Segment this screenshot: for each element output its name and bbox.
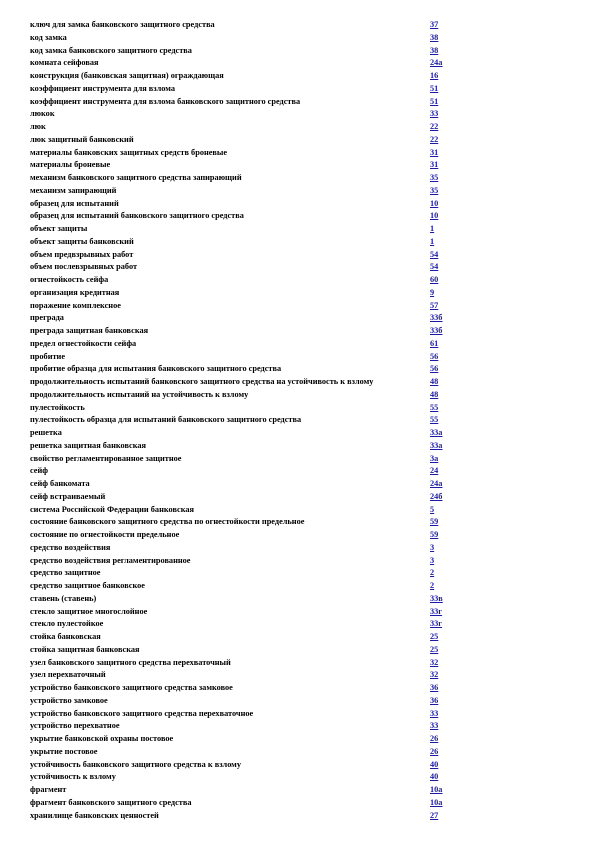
index-entry bbox=[30, 108, 500, 121]
index-entry bbox=[30, 695, 500, 708]
index-term: средство воздействия bbox=[30, 542, 111, 552]
index-entry bbox=[30, 172, 500, 185]
index-reference-link[interactable]: 38 bbox=[430, 45, 439, 55]
index-term: объем предвзрывных работ bbox=[30, 249, 134, 259]
index-reference-link[interactable]: 36 bbox=[430, 695, 439, 705]
index-entry bbox=[30, 134, 500, 147]
index-entry bbox=[30, 465, 500, 478]
index-entry bbox=[30, 45, 500, 58]
index-entry bbox=[30, 440, 500, 453]
index-entry bbox=[30, 338, 500, 351]
index-reference-link[interactable]: 22 bbox=[430, 134, 439, 144]
index-entry bbox=[30, 593, 500, 606]
index-reference-link[interactable]: 37 bbox=[430, 20, 439, 29]
index-term: хранилище банковских ценностей bbox=[30, 810, 159, 820]
index-entry bbox=[30, 287, 500, 300]
index-reference-link[interactable]: 24 bbox=[430, 466, 439, 476]
index-reference-link[interactable]: 16 bbox=[430, 71, 439, 80]
index-term: механизм банковского защитного средства запирающий bbox=[30, 173, 242, 182]
index-term: решетка защитная банковская bbox=[30, 440, 147, 450]
index-entry bbox=[30, 414, 500, 427]
index-term: ключ для замка банковского защитного средства bbox=[30, 20, 215, 29]
index-term: код замка банковского защитного средства bbox=[30, 45, 192, 55]
index-entry bbox=[30, 236, 500, 249]
index-reference-link[interactable]: 48 bbox=[430, 377, 439, 386]
index-entry bbox=[30, 249, 500, 262]
index-term: код замка bbox=[30, 32, 67, 42]
index-reference-link[interactable]: 26 bbox=[430, 746, 439, 756]
index-term: средство защитное банковское bbox=[30, 581, 145, 590]
index-term: стекло пулестойкое bbox=[30, 619, 104, 629]
index-entry bbox=[30, 631, 500, 644]
index-term: материалы броневые bbox=[30, 160, 111, 170]
index-entry bbox=[30, 147, 500, 160]
index-reference-link[interactable]: 40 bbox=[430, 759, 439, 769]
index-reference-link[interactable]: 51 bbox=[430, 83, 439, 93]
index-term: продолжительность испытаний банковского защитного средства на устойчивость к взлому bbox=[30, 377, 374, 386]
index-entry bbox=[30, 644, 500, 657]
index-reference-link[interactable]: 33г bbox=[430, 619, 443, 629]
index-term: объект защиты bbox=[30, 224, 88, 233]
index-entry bbox=[30, 159, 500, 172]
index-term: материалы банковских защитных средств броневые bbox=[30, 147, 228, 157]
index-term: пулестойкость образца для испытаний банковского защитного средства bbox=[30, 415, 302, 425]
index-term: укрытие банковской охраны постовое bbox=[30, 734, 174, 743]
index-term: пулестойкость bbox=[30, 402, 85, 412]
index-term: свойство регламентированное защитное bbox=[30, 453, 182, 463]
index-reference-link[interactable]: 33б bbox=[430, 326, 443, 335]
index-reference-link[interactable]: 2 bbox=[430, 568, 435, 578]
index-term: узел банковского защитного средства перехваточный bbox=[30, 657, 231, 667]
index-entry bbox=[30, 491, 500, 504]
index-term: устройство замковое bbox=[30, 695, 108, 705]
index-entry bbox=[30, 746, 500, 759]
index-reference-link[interactable]: 10а bbox=[430, 785, 443, 794]
index-reference-link[interactable]: 36 bbox=[430, 683, 439, 692]
index-term: состояние банковского защитного средства по огнестойкости предельное bbox=[30, 517, 305, 527]
index-reference-link[interactable]: 57 bbox=[430, 300, 439, 310]
index-entry bbox=[30, 389, 500, 402]
index-reference-link[interactable]: 33б bbox=[430, 313, 443, 323]
index-entry bbox=[30, 376, 500, 389]
index-reference-link[interactable]: 2 bbox=[430, 581, 435, 590]
index-entry bbox=[30, 733, 500, 746]
index-term: образец для испытаний банковского защитного средства bbox=[30, 211, 244, 221]
index-reference-link[interactable]: 55 bbox=[430, 415, 439, 425]
index-entry bbox=[30, 185, 500, 198]
index-term: комната сейфовая bbox=[30, 58, 99, 68]
index-reference-link[interactable]: 22 bbox=[430, 122, 439, 131]
index-entry bbox=[30, 669, 500, 682]
index-entry bbox=[30, 453, 500, 466]
index-term: средство защитное bbox=[30, 568, 101, 578]
index-term: средство воздействия регламентированное bbox=[30, 555, 191, 565]
index-reference-link[interactable]: 32 bbox=[430, 670, 439, 680]
index-entry bbox=[30, 580, 500, 593]
index-entry bbox=[30, 70, 500, 83]
index-term: коэффициент инструмента для взлома банковского защитного средства bbox=[30, 96, 301, 106]
index-reference-link[interactable]: 35 bbox=[430, 185, 439, 195]
index-term: устройство банковского защитного средства замковое bbox=[30, 683, 233, 692]
index-entry bbox=[30, 121, 500, 134]
index-term: механизм запирающий bbox=[30, 185, 117, 195]
index-term: фрагмент банковского защитного средства bbox=[30, 797, 192, 807]
index-reference-link[interactable]: 31 bbox=[430, 160, 439, 170]
index-reference-link[interactable]: 24а bbox=[430, 479, 443, 488]
index-term: люк bbox=[30, 122, 46, 131]
index-entry bbox=[30, 83, 500, 96]
index-entry bbox=[30, 32, 500, 45]
index-reference-link[interactable]: 33г bbox=[430, 606, 443, 616]
index-reference-link[interactable]: 33 bbox=[430, 109, 439, 119]
index-term: конструкция (банковская защитная) ограждающая bbox=[30, 71, 224, 80]
index-term: преграда bbox=[30, 313, 64, 323]
index-term: огнестойкость сейфа bbox=[30, 275, 109, 284]
index-term: укрытие постовое bbox=[30, 746, 98, 756]
index-term: объем послевзрывных работ bbox=[30, 262, 138, 272]
index-entry bbox=[30, 96, 500, 109]
index-term: коэффициент инструмента для взлома bbox=[30, 83, 175, 93]
index-reference-link[interactable]: 3а bbox=[430, 453, 439, 463]
index-entry bbox=[30, 210, 500, 223]
index-term: образец для испытаний bbox=[30, 198, 119, 208]
alphabetical-index bbox=[30, 19, 500, 822]
index-entry bbox=[30, 759, 500, 772]
index-reference-link[interactable]: 3 bbox=[430, 542, 435, 552]
index-reference-link[interactable]: 24б bbox=[430, 491, 443, 501]
index-term: сейф встраиваемый bbox=[30, 491, 106, 501]
index-reference-link[interactable]: 61 bbox=[430, 338, 439, 348]
index-term: пробитие bbox=[30, 351, 66, 361]
index-reference-link[interactable]: 33 bbox=[430, 721, 439, 731]
index-reference-link[interactable]: 27 bbox=[430, 810, 439, 820]
index-term: состояние по огнестойкости предельное bbox=[30, 530, 180, 539]
index-reference-link[interactable]: 26 bbox=[430, 734, 439, 743]
index-reference-link[interactable]: 51 bbox=[430, 96, 439, 106]
index-reference-link[interactable]: 5 bbox=[430, 504, 435, 514]
index-entry bbox=[30, 478, 500, 491]
index-reference-link[interactable]: 31 bbox=[430, 147, 439, 157]
index-reference-link[interactable]: 33 bbox=[430, 708, 439, 718]
index-term: решетка bbox=[30, 428, 62, 437]
index-entry bbox=[30, 198, 500, 211]
index-entry bbox=[30, 325, 500, 338]
index-term: система Российской Федерации банковская bbox=[30, 504, 195, 514]
index-reference-link[interactable]: 25 bbox=[430, 644, 439, 654]
index-entry bbox=[30, 682, 500, 695]
index-entry bbox=[30, 223, 500, 236]
index-term: стойка защитная банковская bbox=[30, 644, 140, 654]
index-term: устойчивость банковского защитного средства к взлому bbox=[30, 759, 241, 769]
index-reference-link[interactable]: 56 bbox=[430, 364, 439, 374]
index-reference-link[interactable]: 33а bbox=[430, 440, 443, 450]
index-reference-link[interactable]: 55 bbox=[430, 402, 439, 412]
index-entry bbox=[30, 516, 500, 529]
index-reference-link[interactable]: 3 bbox=[430, 555, 435, 565]
index-entry bbox=[30, 529, 500, 542]
index-term: ставень (ставень) bbox=[30, 593, 97, 603]
index-reference-link[interactable]: 35 bbox=[430, 173, 439, 182]
index-term: устройство перехватное bbox=[30, 721, 120, 731]
index-entry bbox=[30, 555, 500, 568]
index-reference-link[interactable]: 10а bbox=[430, 797, 443, 807]
index-term: продолжительность испытаний на устойчивость к взлому bbox=[30, 389, 249, 399]
index-term: устойчивость к взлому bbox=[30, 772, 116, 782]
index-term: предел огнестойкости сейфа bbox=[30, 338, 137, 348]
index-entry bbox=[30, 784, 500, 797]
index-reference-link[interactable]: 54 bbox=[430, 262, 439, 272]
index-entry bbox=[30, 300, 500, 313]
index-entry bbox=[30, 57, 500, 70]
index-reference-link[interactable]: 48 bbox=[430, 389, 439, 399]
index-reference-link[interactable]: 10 bbox=[430, 211, 439, 221]
index-entry bbox=[30, 312, 500, 325]
index-reference-link[interactable]: 33а bbox=[430, 428, 443, 437]
index-entry bbox=[30, 810, 500, 823]
index-term: сейф банкомата bbox=[30, 479, 90, 488]
index-term: фрагмент bbox=[30, 785, 67, 794]
index-term: устройство банковского защитного средства перехваточное bbox=[30, 708, 254, 718]
index-term: поражение комплексное bbox=[30, 300, 121, 310]
index-term: стойка банковская bbox=[30, 632, 101, 641]
index-reference-link[interactable]: 10 bbox=[430, 198, 439, 208]
index-reference-link[interactable]: 33в bbox=[430, 593, 443, 603]
index-entry bbox=[30, 274, 500, 287]
index-entry bbox=[30, 402, 500, 415]
index-reference-link[interactable]: 1 bbox=[430, 224, 435, 233]
index-reference-link[interactable]: 56 bbox=[430, 351, 439, 361]
index-entry bbox=[30, 19, 500, 32]
index-entry bbox=[30, 657, 500, 670]
index-entry bbox=[30, 618, 500, 631]
index-term: узел перехваточный bbox=[30, 670, 106, 680]
index-reference-link[interactable]: 60 bbox=[430, 275, 439, 284]
index-term: сейф bbox=[30, 466, 48, 476]
index-term: стекло защитное многослойное bbox=[30, 606, 148, 616]
index-term: преграда защитная банковская bbox=[30, 326, 149, 335]
index-entry bbox=[30, 606, 500, 619]
index-entry bbox=[30, 504, 500, 517]
index-entry bbox=[30, 542, 500, 555]
index-reference-link[interactable]: 1 bbox=[430, 236, 435, 246]
index-term: организация кредитная bbox=[30, 287, 120, 297]
index-term: объект защиты банковский bbox=[30, 236, 134, 246]
index-term: люкок bbox=[30, 109, 55, 119]
index-entry bbox=[30, 797, 500, 810]
index-reference-link[interactable]: 59 bbox=[430, 517, 439, 527]
index-entry bbox=[30, 261, 500, 274]
index-entry bbox=[30, 351, 500, 364]
index-term: пробитие образца для испытания банковского защитного средства bbox=[30, 364, 282, 374]
index-reference-link[interactable]: 40 bbox=[430, 772, 439, 782]
index-entry bbox=[30, 708, 500, 721]
index-term: люк защитный банковский bbox=[30, 134, 134, 144]
index-reference-link[interactable]: 24а bbox=[430, 58, 443, 68]
index-entry bbox=[30, 720, 500, 733]
index-reference-link[interactable]: 59 bbox=[430, 530, 439, 539]
index-reference-link[interactable]: 54 bbox=[430, 249, 439, 259]
index-entry bbox=[30, 771, 500, 784]
index-entry bbox=[30, 567, 500, 580]
index-reference-link[interactable]: 38 bbox=[430, 32, 439, 42]
index-reference-link[interactable]: 32 bbox=[430, 657, 439, 667]
index-entry bbox=[30, 363, 500, 376]
index-reference-link[interactable]: 9 bbox=[430, 287, 435, 297]
index-entry bbox=[30, 427, 500, 440]
index-reference-link[interactable]: 25 bbox=[430, 632, 439, 641]
